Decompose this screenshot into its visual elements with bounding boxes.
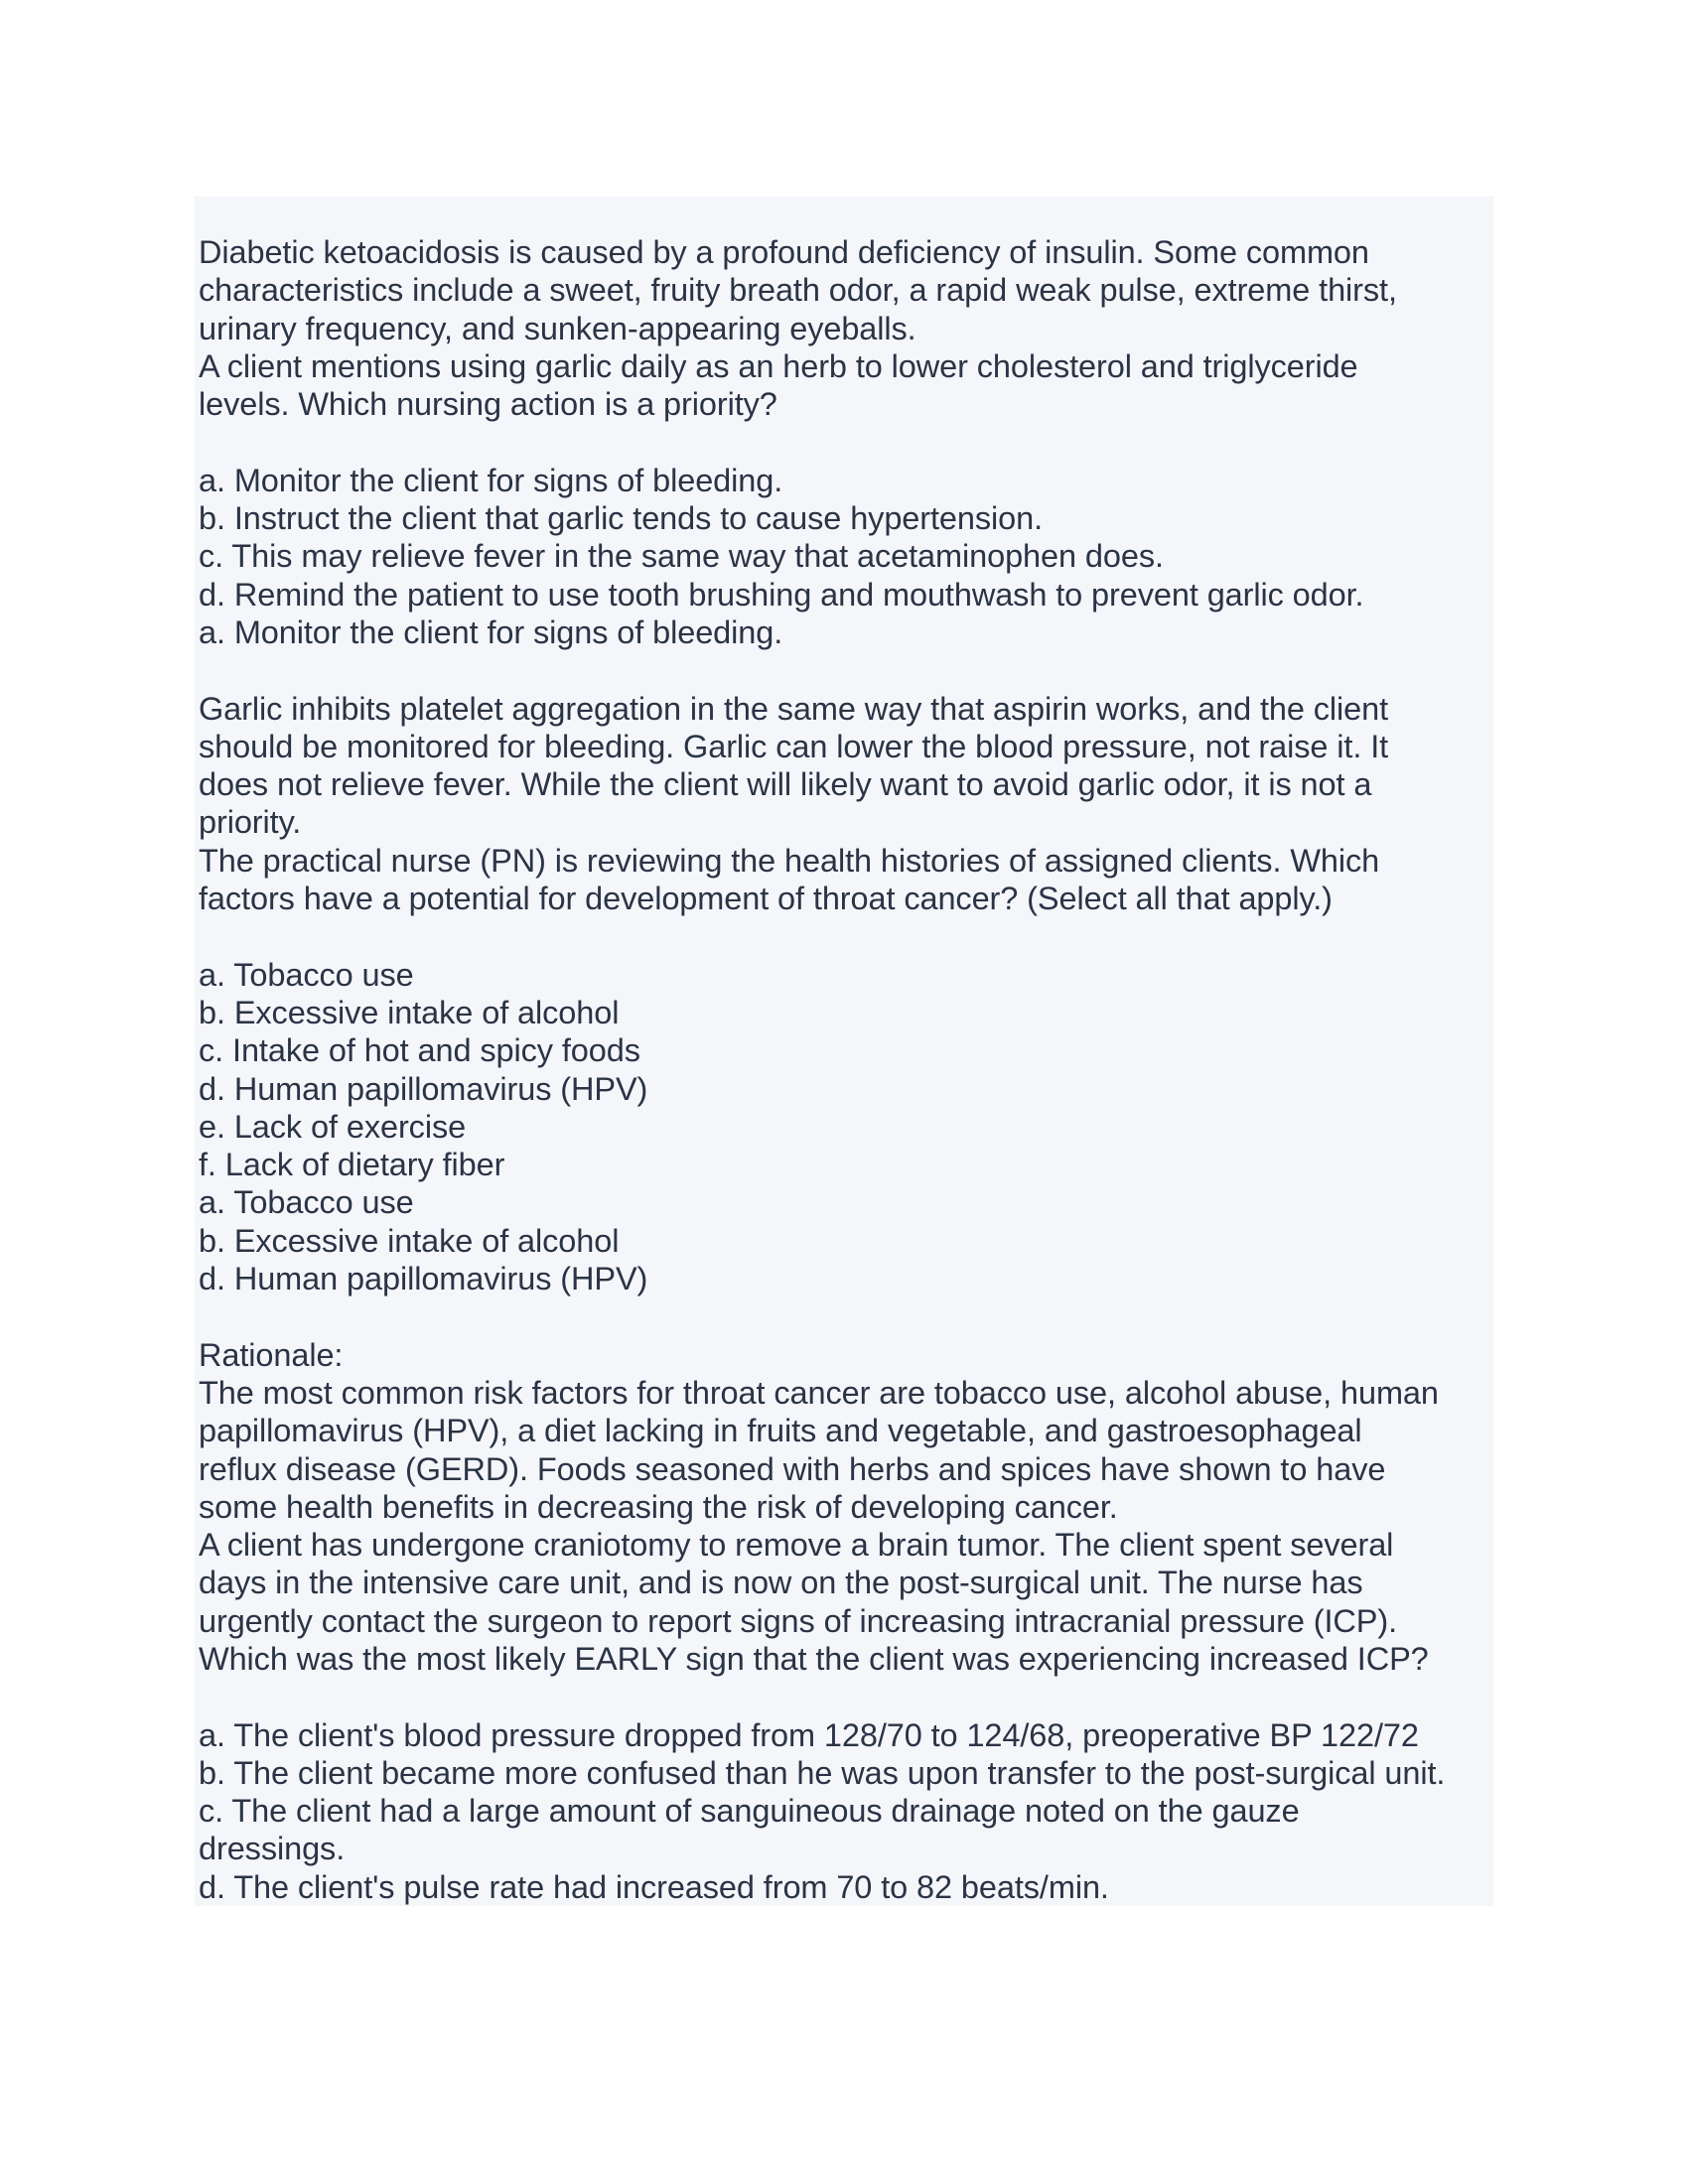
question-text: A client mentions using garlic daily as an herb to lower cholesterol and triglyceride: [199, 347, 1358, 384]
rationale-heading: Rationale:: [199, 1336, 344, 1373]
document-text-block: [195, 197, 1493, 1906]
answer-option: a. The client's blood pressure dropped from 128/70 to 124/68, preoperative BP 122/72: [199, 1716, 1419, 1753]
text-line: The most common risk factors for throat cancer are tobacco use, alcohol abuse, human: [199, 1374, 1439, 1411]
answer-option: d. Remind the patient to use tooth brushing and mouthwash to prevent garlic odor.: [199, 576, 1364, 613]
text-line: Garlic inhibits platelet aggregation in the same way that aspirin works, and the client: [199, 690, 1389, 727]
correct-answer: a. Tobacco use: [199, 1184, 414, 1221]
text-line: some health benefits in decreasing the risk of developing cancer.: [199, 1488, 1118, 1525]
text-line: does not relieve fever. While the client will likely want to avoid garlic odor, it is not a: [199, 766, 1372, 803]
text-line: Diabetic ketoacidosis is caused by a profound deficiency of insulin. Some common: [199, 234, 1369, 270]
text-line: urinary frequency, and sunken-appearing eyeballs.: [199, 310, 916, 346]
question-text: A client has undergone craniotomy to remove a brain tumor. The client spent several: [199, 1527, 1394, 1564]
answer-option: dressings.: [199, 1831, 346, 1867]
question-text: The practical nurse (PN) is reviewing the health histories of assigned clients. Which: [199, 842, 1380, 879]
answer-option: e. Lack of exercise: [199, 1108, 467, 1145]
answer-option: a. Monitor the client for signs of bleeding.: [199, 462, 783, 498]
answer-option: b. Instruct the client that garlic tends to cause hypertension.: [199, 500, 1044, 537]
text-line: reflux disease (GERD). Foods seasoned with herbs and spices have shown to have: [199, 1450, 1386, 1487]
answer-option: c. The client had a large amount of sanguineous drainage noted on the gauze: [199, 1793, 1300, 1830]
answer-option: c. Intake of hot and spicy foods: [199, 1032, 640, 1069]
answer-option: d. The client's pulse rate had increased from 70 to 82 beats/min.: [199, 1868, 1109, 1905]
question-text: Which was the most likely EARLY sign that the client was experiencing increased ICP?: [199, 1640, 1429, 1677]
answer-option: b. Excessive intake of alcohol: [199, 994, 620, 1030]
text-line: characteristics include a sweet, fruity breath odor, a rapid weak pulse, extreme thirst,: [199, 272, 1397, 309]
blank-line: [199, 1297, 1493, 1335]
text-line: papillomavirus (HPV), a diet lacking in fruits and vegetable, and gastroesophageal: [199, 1413, 1362, 1449]
text-line: priority.: [199, 804, 302, 841]
question-text: days in the intensive care unit, and is now on the post-surgical unit. The nurse has: [199, 1565, 1363, 1601]
answer-option: b. The client became more confused than he was upon transfer to the post-surgical unit.: [199, 1754, 1446, 1791]
text-line: should be monitored for bleeding. Garlic can lower the blood pressure, not raise it. It: [199, 728, 1389, 764]
correct-answer: a. Monitor the client for signs of bleeding.: [199, 614, 783, 650]
blank-line: [199, 423, 1493, 461]
correct-answer: d. Human papillomavirus (HPV): [199, 1261, 648, 1297]
answer-option: c. This may relieve fever in the same way that acetaminophen does.: [199, 538, 1164, 575]
blank-line: [199, 651, 1493, 689]
answer-option: f. Lack of dietary fiber: [199, 1147, 505, 1183]
question-text: levels. Which nursing action is a priority?: [199, 386, 777, 423]
answer-option: a. Tobacco use: [199, 956, 414, 993]
blank-line: [199, 1678, 1493, 1715]
blank-line: [199, 917, 1493, 955]
question-text: factors have a potential for development of throat cancer? (Select all that apply.): [199, 881, 1333, 917]
question-text: urgently contact the surgeon to report signs of increasing intracranial pressure (ICP).: [199, 1602, 1398, 1639]
answer-option: d. Human papillomavirus (HPV): [199, 1070, 648, 1107]
correct-answer: b. Excessive intake of alcohol: [199, 1222, 620, 1259]
